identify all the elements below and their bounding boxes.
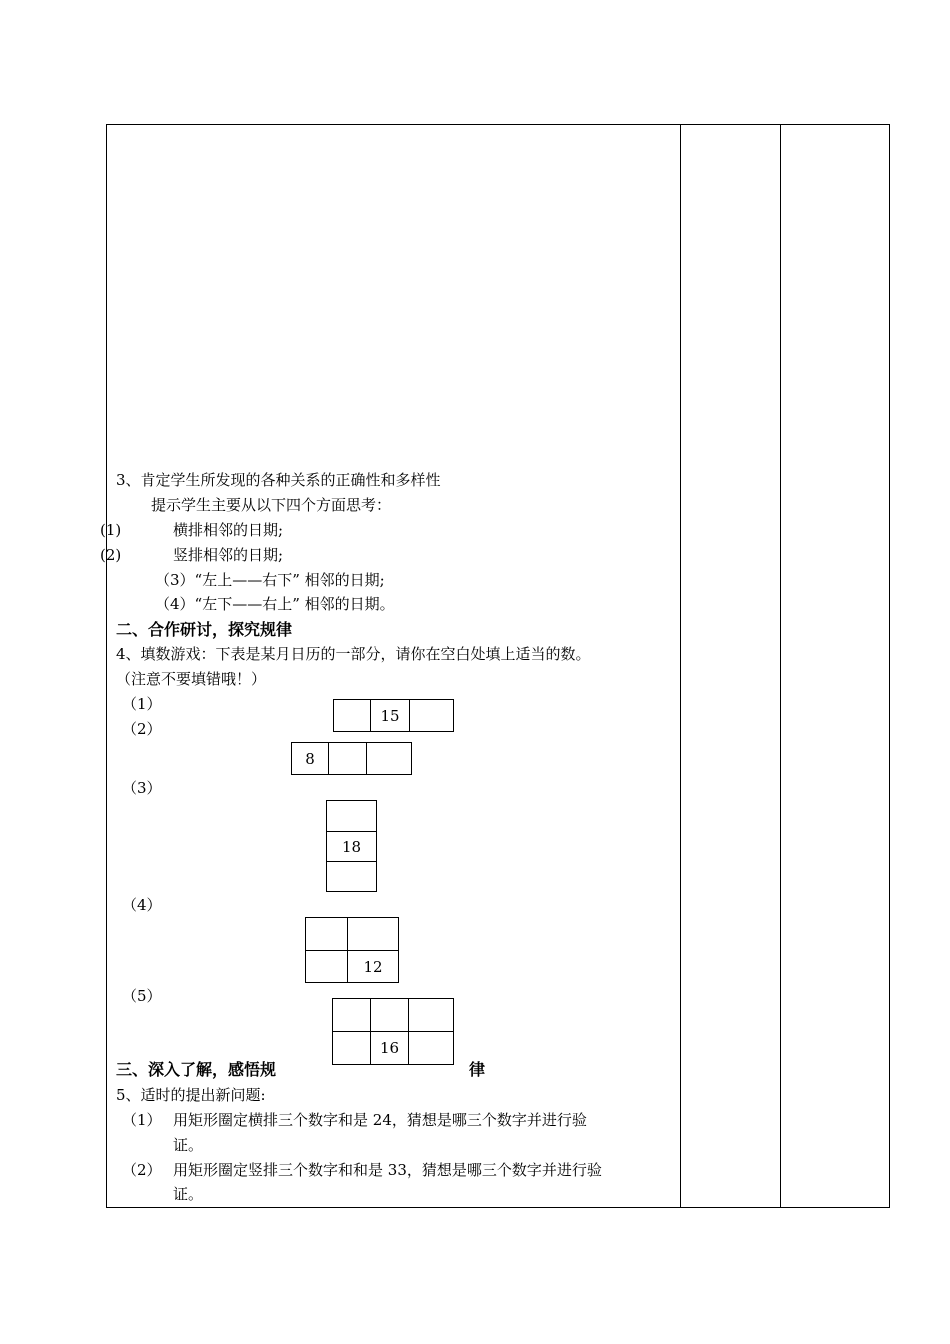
hint-1-text: 横排相邻的日期;	[173, 521, 284, 539]
grid2-cell: 8	[291, 742, 329, 775]
hint-3-text: （3）“左上——右下” 相邻的日期;	[155, 571, 385, 589]
section-3-heading-end: 律	[469, 1060, 486, 1079]
grid5-cell	[332, 1031, 371, 1065]
hint-2-text: 竖排相邻的日期;	[173, 546, 284, 564]
column-divider-2	[780, 124, 781, 1208]
grid5-cell	[408, 1031, 454, 1065]
hint-1-number: (1)	[100, 521, 122, 539]
grid5-cell: 16	[370, 1031, 409, 1065]
section-2-heading: 二、合作研讨，探究规律	[116, 620, 293, 639]
grid4-cell	[305, 917, 348, 951]
item-4: 4、填数游戏：下表是某月日历的一部分，请你在空白处填上适当的数。	[116, 645, 591, 663]
grid1-cell: 15	[370, 699, 410, 732]
label-5: （5）	[122, 987, 162, 1005]
item-3: 3、肯定学生所发现的各种关系的正确性和多样性	[116, 471, 441, 489]
grid4-cell	[305, 950, 348, 983]
grid3-cell	[326, 800, 377, 832]
grid1-cell	[333, 699, 371, 732]
question-1-line1: 用矩形圈定横排三个数字和是 24，猜想是哪三个数字并进行验	[173, 1111, 587, 1129]
grid3-cell: 18	[326, 831, 377, 862]
grid3-cell	[326, 861, 377, 892]
question-2-number: （2）	[122, 1161, 162, 1179]
label-1: （1）	[122, 695, 162, 713]
grid4-cell	[347, 917, 399, 951]
label-4: （4）	[122, 896, 162, 914]
grid2-cell	[328, 742, 367, 775]
grid1-cell	[409, 699, 454, 732]
grid2-cell	[366, 742, 412, 775]
question-1-number: （1）	[122, 1111, 162, 1129]
grid4-cell: 12	[347, 950, 399, 983]
hint-4-text: （4）“左下——右上” 相邻的日期。	[155, 595, 395, 613]
question-2-line1: 用矩形圈定竖排三个数字和和是 33，猜想是哪三个数字并进行验	[173, 1161, 602, 1179]
label-3: （3）	[122, 779, 162, 797]
question-1-line2: 证。	[173, 1136, 204, 1154]
grid5-cell	[408, 998, 454, 1032]
grid5-cell	[370, 998, 409, 1032]
label-2: （2）	[122, 720, 162, 738]
column-divider-1	[680, 124, 681, 1208]
lesson-table	[106, 124, 890, 1208]
grid5-cell	[332, 998, 371, 1032]
hint-intro: 提示学生主要从以下四个方面思考：	[151, 496, 392, 514]
question-2-line2: 证。	[173, 1185, 204, 1203]
item-5: 5、适时的提出新问题:	[116, 1086, 266, 1104]
note: （注意不要填错哦！）	[116, 670, 267, 688]
section-3-heading: 三、深入了解，感悟规	[116, 1060, 277, 1079]
hint-2-number: (2)	[100, 546, 122, 564]
